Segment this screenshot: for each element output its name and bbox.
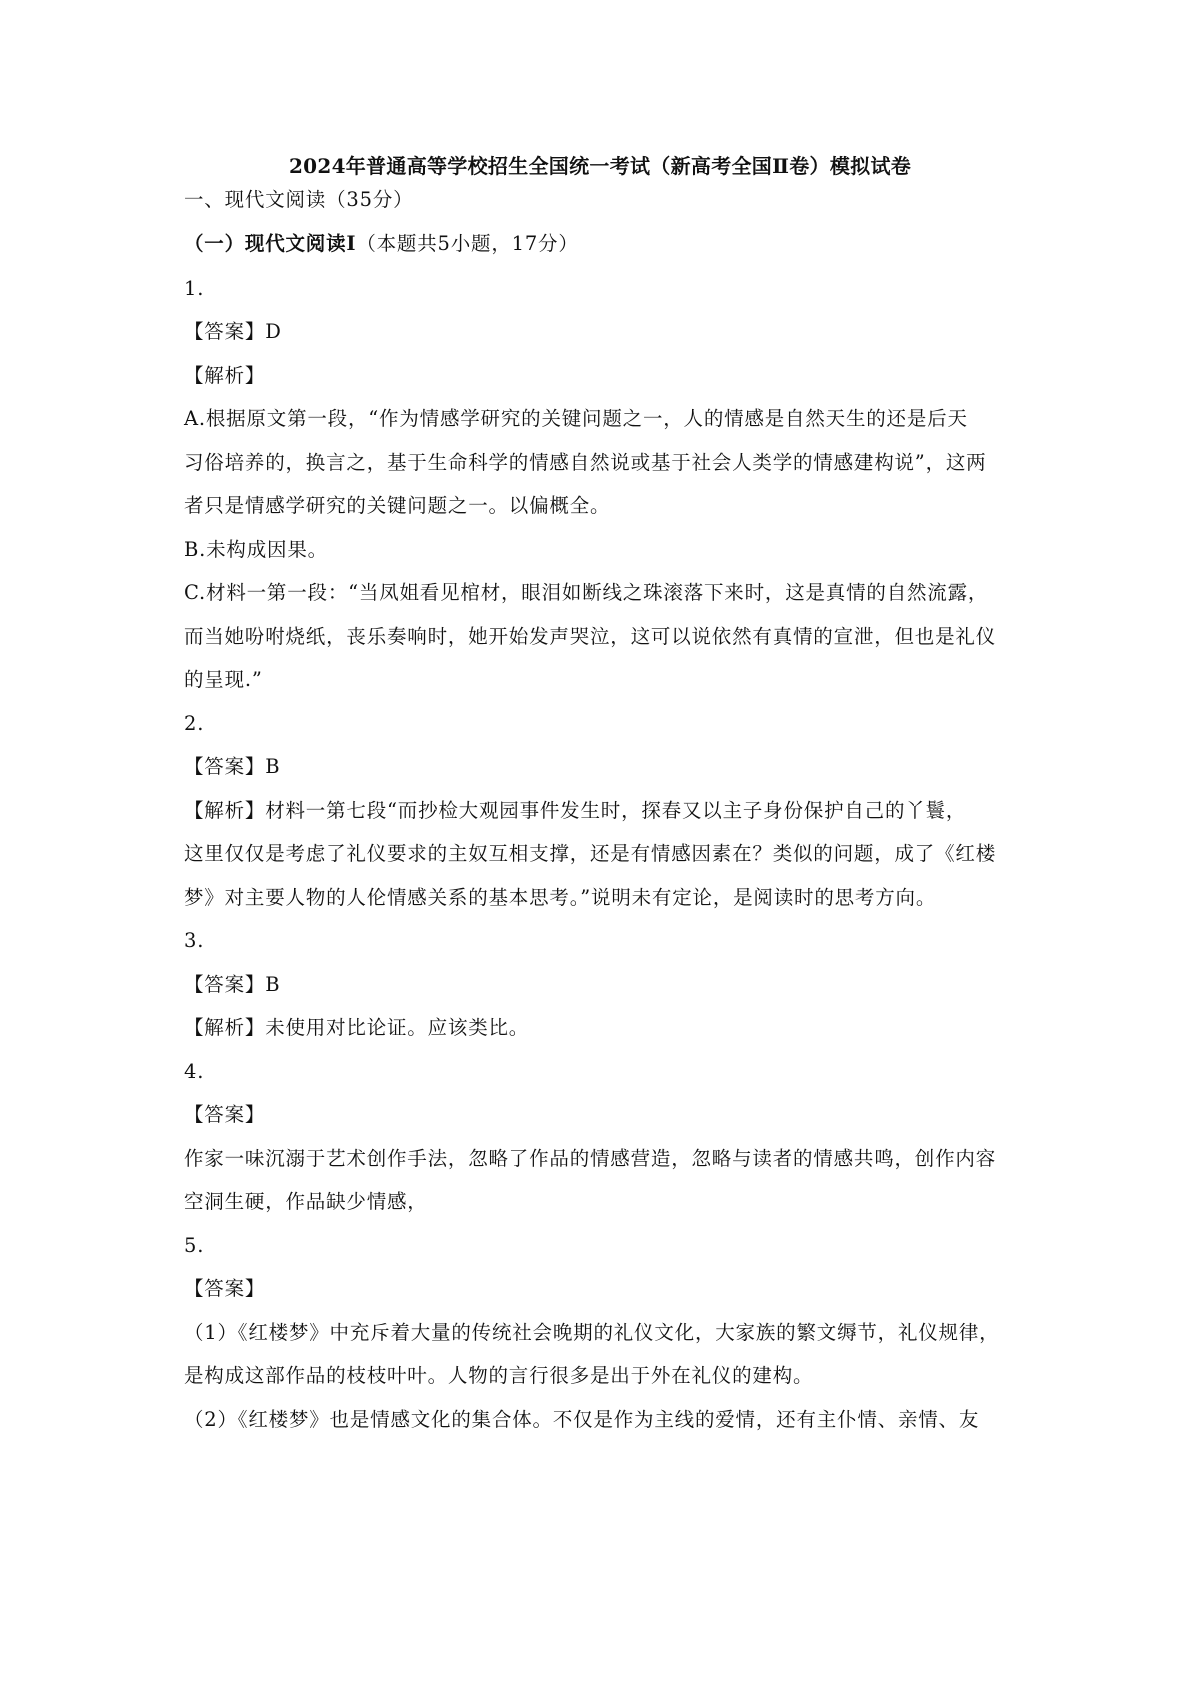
subsection-note: （本题共5小题，17分） — [356, 232, 579, 255]
answer-text-line: 空洞生硬，作品缺少情感， — [184, 1190, 428, 1213]
answer-label: 【答案】B — [184, 755, 281, 778]
question-number: 5. — [184, 1234, 205, 1257]
analysis-text-line: 的呈现.” — [184, 668, 263, 691]
question-number: 4. — [184, 1060, 205, 1083]
question-number: 2. — [184, 712, 205, 735]
answer-label: 【答案】 — [184, 1277, 266, 1300]
analysis-text-line: B.未构成因果。 — [184, 538, 328, 561]
answer-text-line: 作家一味沉溺于艺术创作手法，忽略了作品的情感营造，忽略与读者的情感共鸣，创作内容 — [184, 1147, 997, 1170]
analysis-text-line: 梦》对主要人物的人伦情感关系的基本思考。”说明未有定论，是阅读时的思考方向。 — [184, 886, 937, 909]
answer-label: 【答案】D — [184, 320, 282, 343]
analysis-text-line: 这里仅仅是考虑了礼仪要求的主奴互相支撑，还是有情感因素在？类似的问题，成了《红楼 — [184, 842, 997, 865]
section-heading: 一、现代文阅读（35分） — [184, 188, 414, 211]
answer-text-line: （1）《红楼梦》中充斥着大量的传统社会晚期的礼仪文化，大家族的繁文缛节，礼仪规律， — [184, 1321, 1000, 1344]
analysis-text-line: 【解析】材料一第七段“而抄检大观园事件发生时，探春又以主子身份保护自己的丫鬟， — [184, 799, 967, 822]
answer-label: 【答案】 — [184, 1103, 266, 1126]
answer-text-line: （2）《红楼梦》也是情感文化的集合体。不仅是作为主线的爱情，还有主仆情、亲情、友 — [184, 1408, 980, 1431]
analysis-text-line: 而当她吩咐烧纸，丧乐奏响时，她开始发声哭泣，这可以说依然有真情的宣泄，但也是礼仪 — [184, 625, 997, 648]
question-number: 3. — [184, 929, 205, 952]
subsection-heading — [184, 228, 1024, 260]
answer-label: 【答案】B — [184, 973, 281, 996]
analysis-text-line: 【解析】未使用对比论证。应该类比。 — [184, 1016, 530, 1039]
analysis-text-line: 者只是情感学研究的关键问题之一。以偏概全。 — [184, 494, 611, 517]
subsection-title: （一）现代文阅读Ⅰ — [184, 232, 357, 255]
analysis-text-line: C.材料一第一段：“当凤姐看见棺材，眼泪如断线之珠滚落下来时，这是真情的自然流露， — [184, 581, 989, 604]
answer-text-line: 是构成这部作品的枝枝叶叶。人物的言行很多是出于外在礼仪的建构。 — [184, 1364, 814, 1387]
document-title: 2024年普通高等学校招生全国统一考试（新高考全国Ⅱ卷）模拟试卷 — [288, 154, 912, 178]
analysis-text-line: A.根据原文第一段，“作为情感学研究的关键问题之一，人的情感是自然天生的还是后天 — [184, 407, 968, 430]
analysis-label: 【解析】 — [184, 364, 266, 387]
question-number: 1. — [184, 277, 205, 300]
analysis-text-line: 习俗培养的，换言之，基于生命科学的情感自然说或基于社会人类学的情感建构说”，这两 — [184, 451, 987, 474]
